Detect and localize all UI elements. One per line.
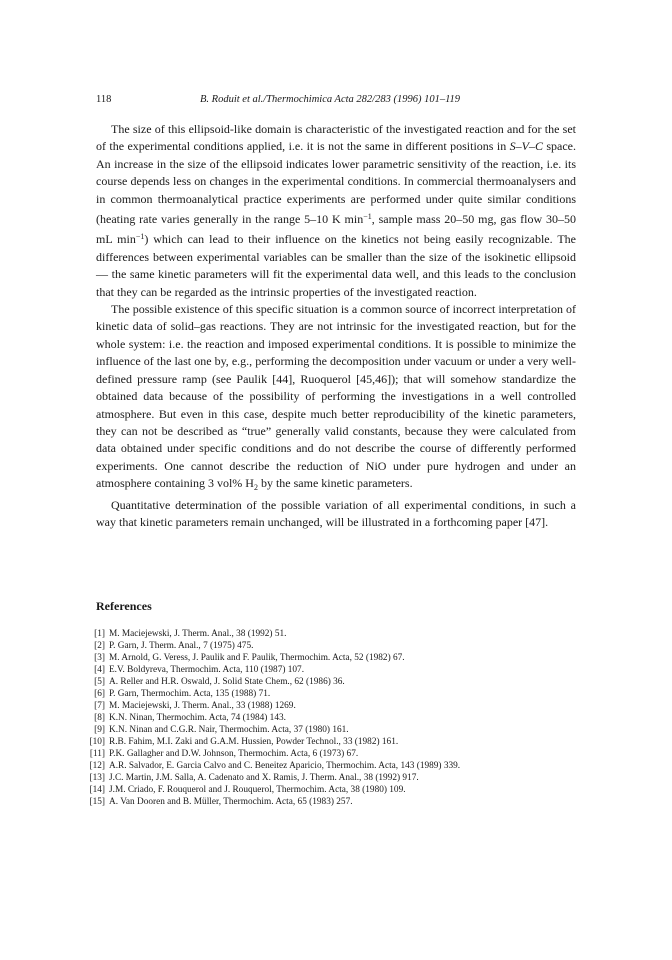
reference-text: J.M. Criado, F. Rouquerol and J. Rouquerol, Thermochim. Acta, 38 (1980) 109. [109, 785, 406, 795]
reference-text: E.V. Boldyreva, Thermochim. Acta, 110 (1987) 107. [109, 665, 305, 675]
reference-item [83, 736, 603, 748]
body-text [96, 121, 576, 531]
reference-item [83, 772, 603, 784]
reference-item [83, 640, 603, 652]
body-paragraph [96, 121, 576, 301]
reference-text: A. Reller and H.R. Oswald, J. Solid State Chem., 62 (1986) 36. [109, 677, 345, 687]
reference-text: P. Garn, J. Therm. Anal., 7 (1975) 475. [109, 641, 254, 651]
body-paragraph [96, 497, 576, 532]
reference-item [83, 724, 603, 736]
reference-text: J.C. Martin, J.M. Salla, A. Cadenato and X. Ramis, J. Therm. Anal., 38 (1992) 917. [109, 773, 419, 783]
reference-text: P. Garn, Thermochim. Acta, 135 (1988) 71. [109, 689, 271, 699]
reference-text: K.N. Ninan and C.G.R. Nair, Thermochim. Acta, 37 (1980) 161. [109, 725, 349, 735]
paragraph-text: −1 [363, 212, 372, 222]
reference-item [83, 700, 603, 712]
running-header [96, 93, 576, 107]
paragraph-text: space. An increase in the size of the ellipsoid indicates lower parametric sensitivity of the reaction, i.e. its course depends less on changes in the experimental conditions. In commercial thermoanalysers and in common thermoanalytical practice experiments are performed under quite similar conditions (heating rate varies generally in the range 5–10 K min [96, 139, 576, 227]
reference-number: [10] [89, 737, 105, 747]
reference-number: [8] [94, 713, 105, 723]
reference-item [83, 760, 603, 772]
reference-item [83, 664, 603, 676]
paragraph-text: by the same kinetic parameters. [257, 476, 413, 491]
paragraph-text: −1 [135, 232, 145, 242]
reference-number: [1] [94, 629, 105, 639]
reference-number: [9] [94, 725, 105, 735]
reference-number: [5] [94, 677, 105, 687]
reference-item [83, 796, 603, 808]
reference-number: [15] [89, 797, 105, 807]
reference-text: M. Maciejewski, J. Therm. Anal., 33 (1988) 1269. [109, 701, 296, 711]
reference-text: M. Maciejewski, J. Therm. Anal., 38 (1992) 51. [109, 629, 287, 639]
reference-item [83, 748, 603, 760]
reference-item [83, 712, 603, 724]
reference-number: [6] [94, 689, 105, 699]
reference-number: [4] [94, 665, 105, 675]
page-number: 118 [96, 94, 112, 105]
reference-number: [12] [89, 761, 105, 771]
reference-number: [13] [89, 773, 105, 783]
reference-text: R.B. Fahim, M.I. Zaki and G.A.M. Hussien, Powder Technol., 33 (1982) 161. [109, 737, 399, 747]
reference-number: [3] [94, 653, 105, 663]
paragraph-text: S–V–C [509, 139, 543, 154]
reference-item [83, 784, 603, 796]
journal-citation-header: B. Roduit et al./Thermochimica Acta 282/283 (1996) 101–119 [200, 94, 461, 105]
reference-item [83, 652, 603, 664]
paragraph-text: Quantitative determination of the possible variation of all experimental conditions, in such a way that kinetic parameters remain unchanged, will be illustrated in a forthcoming paper [47]. [96, 497, 576, 529]
reference-text: A. Van Dooren and B. Müller, Thermochim. Acta, 65 (1983) 257. [109, 797, 353, 807]
paragraph-text: The possible existence of this specific situation is a common source of incorrect interpretation of kinetic data of solid–gas reactions. They are not intrinsic for the investigated reaction, but for the whole system: i.e. the reaction and imposed experimental conditions. It is possible to minimize the influence of the last one by, e.g., performing the decomposition under vacuum or under a very well-defined pressure ramp (see Paulik [44], Ruoquerol [45,46]); that will somehow standardize the obtained data because of the possibility of performing the investigations in a well controlled atmosphere. But even in this case, despite much better reproducibility of the kinetic parameters, they can not be described as “true” generally valid constants, because they were calculated from data obtained under specific conditions and do not describe the course of differently performed experiments. One cannot describe the reduction of NiO under pure hydrogen and under an atmosphere containing 3 vol% H [96, 302, 576, 491]
references-heading: References [96, 599, 152, 613]
reference-item [83, 688, 603, 700]
reference-text: A.R. Salvador, E. Garcia Calvo and C. Beneitez Aparicio, Thermochim. Acta, 143 (1989) 339. [109, 761, 461, 771]
paragraph-text: 2 [253, 483, 258, 493]
body-paragraph [96, 301, 576, 496]
reference-text: K.N. Ninan, Thermochim. Acta, 74 (1984) 143. [109, 713, 286, 723]
reference-text: M. Arnold, G. Veress, J. Paulik and F. Paulik, Thermochim. Acta, 52 (1982) 67. [109, 653, 405, 663]
reference-item [83, 628, 603, 640]
paragraph-text: The size of this ellipsoid-like domain is characteristic of the investigated reaction and for the set of the experimental conditions applied, i.e. it is not the same in different positions in [96, 122, 576, 154]
reference-number: [7] [94, 701, 105, 711]
paragraph-text: ) which can lead to their influence on the kinetics not being easily recognizable. The differences between experimental variables can be smaller than the size of the isokinetic ellipsoid — the same kinetic parameters will fit the experimental data well, and this leads to the conclusion that they can be regarded as the intrinsic properties of the investigated reaction. [96, 232, 576, 299]
reference-item [83, 676, 603, 688]
reference-number: [11] [89, 749, 105, 759]
paragraph-text: , sample mass 20–50 mg, gas flow 30–50 mL min [96, 212, 576, 247]
reference-number: [2] [94, 641, 105, 651]
references-list [83, 628, 603, 808]
reference-text: P.K. Gallagher and D.W. Johnson, Thermochim. Acta, 6 (1973) 67. [109, 749, 359, 759]
reference-number: [14] [89, 785, 105, 795]
